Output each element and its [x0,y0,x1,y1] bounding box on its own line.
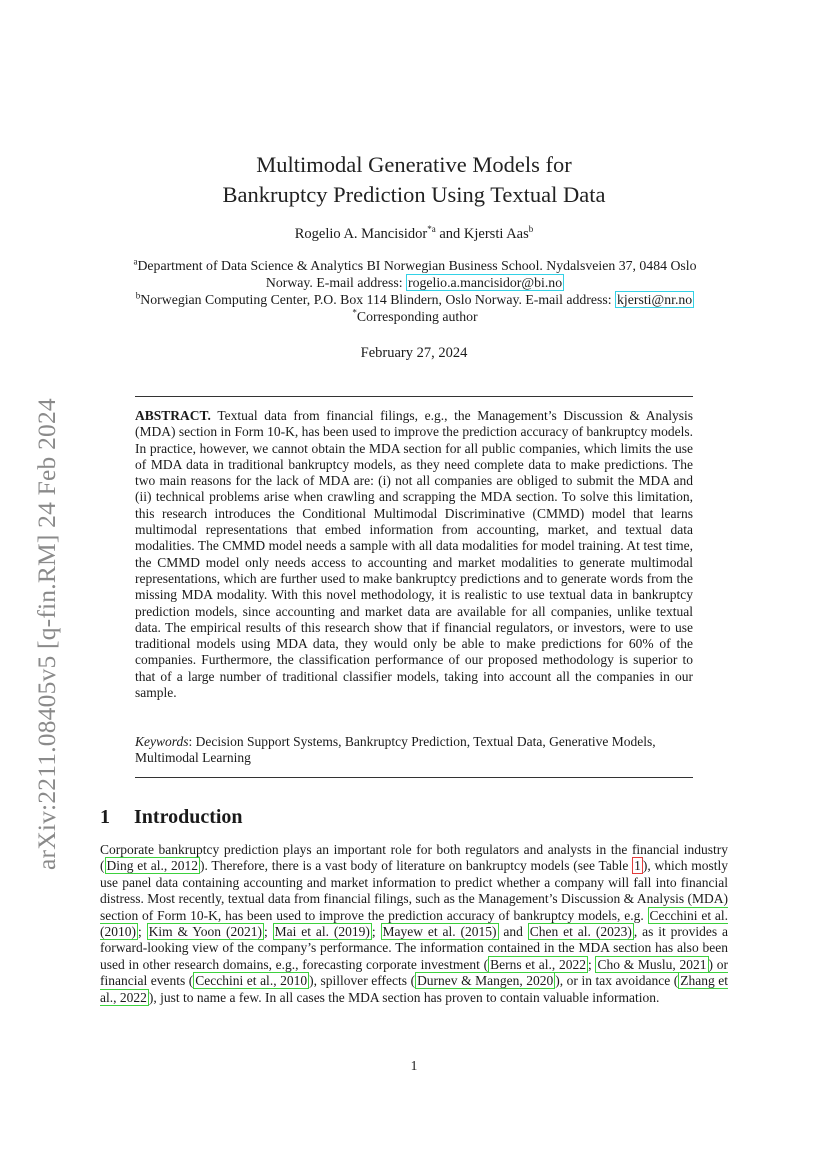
citation-text: Zhang et al., [100,973,729,1005]
citation-year: (2010) [100,924,136,940]
citation-text: Mai et al. [274,924,329,940]
citation-year: (2021) [225,924,262,940]
title-line-2: Bankruptcy Prediction Using Textual Data [222,182,606,207]
citation-link[interactable] [528,923,634,940]
top-divider [135,396,693,397]
body-text: ; [371,924,381,940]
citation-year: 2012 [171,858,199,874]
citation-text: Kim & Yoon [148,924,222,940]
citation-year: (2019) [333,924,370,940]
citation-link[interactable] [415,972,555,989]
body-text: , as it provides a forward-looking view of the company’s performance. The information contained in the MDA section has also been used in other research domains, e.g., forecasting corporate investment ( [100,924,728,972]
affiliation-text: Department of Data Science & Analytics BI Norwegian Business School. Nydalsveien 37, 0484 Oslo [137,258,697,273]
body-text: Corporate bankruptcy prediction plays an important role for both regulators and analysts in the financial industry ( [100,842,728,874]
citation-year: 2020 [526,973,554,989]
section-title: Introduction [134,806,243,828]
citation-text: Chen et al. [529,924,591,940]
citation-year: 2010 [280,973,308,989]
page-number: 1 [410,1058,418,1073]
corresponding-text: Corresponding author [356,309,478,324]
citation-year: (2023) [595,924,632,940]
abstract-text: Textual data from financial filings, e.g., the Management’s Discussion & Analysis (MDA) section in Form 10-K, has been used to improve the prediction accuracy of bankruptcy models. In practice, however, we cannot obtain the MDA section for all public companies, which limits the use of MDA data in traditional bankruptcy models, as they need complete data to make predictions. The two main reasons for the lack of MDA are: (i) not all companies are obliged to submit the MDA and (ii) technical problems arise when crawling and scrapping the MDA section. To solve this limitation, this research introduces the Conditional Multimodal Discriminative (CMMD) model that learns multimodal representations that embed information from accounting, market, and textual data modalities. The CMMD model needs a sample with all data modalities for model training. At test time, the CMMD model only needs access to accounting and market modalities to generate multimodal representations, which are further used to make bankruptcy predictions and to generate words from the missing MDA modality. With this novel methodology, it is realistic to use textual data in bankruptcy prediction models, since accounting and market data are available for all companies, unlike textual data. The empirical results of this research show that if financial regulators, or investors, were to use traditional models using MDA data, they would only be able to make predictions for 60% of the companies. Furthermore, the classification performance of our proposed methodology is superior to that of a large number of traditional classifier models, taking into account all the companies in our sample. [135,408,693,701]
affiliation-a [105,257,725,274]
author-mark: *a [427,224,436,235]
affiliations [105,257,725,325]
email-link[interactable]: rogelio.a.mancisidor@bi.no [408,275,563,290]
body-text: ; [263,924,273,940]
body-text: ). Therefore, there is a vast body of literature on bankruptcy models (see Table [200,858,633,874]
body-text: ), just to name a few. In all cases the MDA section has proven to contain valuable information. [148,989,660,1005]
citation-text: Cho & Muslu, [597,956,676,972]
citation-text: Durnev & Mangen, [417,973,523,989]
body-text: ) or financial events ( [100,956,729,989]
citation-year: (2015) [460,924,497,940]
citation-link[interactable] [147,923,264,940]
body-text: ), or in tax avoidance ( [555,973,679,989]
body-text: and [498,924,528,940]
author-list [0,226,828,243]
citation-link[interactable] [488,956,588,973]
citation-text: Cecchini et al. [649,907,729,923]
section-heading [100,806,243,829]
affiliation-mark: a [133,256,138,267]
body-text: ), spillover effects ( [309,973,416,989]
citation-link[interactable] [595,956,708,973]
paper-title [0,150,828,210]
citation-text: Ding et al., [106,858,168,874]
table-ref-link[interactable]: 1 [634,858,641,874]
keywords-label: Keywords [135,734,189,749]
section-number: 1 [100,806,110,828]
citation-year: 2022 [559,956,586,972]
citation-link[interactable] [193,972,309,989]
affiliation-mark: b [135,290,141,301]
author-name: Kjersti Aas [463,226,529,242]
author-conjunction: and [439,226,461,242]
citation-year: 2021 [679,956,707,972]
abstract [135,408,693,701]
citation-year: 2022 [119,989,147,1005]
affiliation-text: Norway. E-mail address: [265,275,406,290]
title-line-1: Multimodal Generative Models for [256,152,572,177]
introduction-paragraph [100,842,728,1006]
arxiv-identifier-stamp: arXiv:2211.08405v5 [q-fin.RM] 24 Feb 2024 [32,398,61,870]
keywords-text: : Decision Support Systems, Bankruptcy Prediction, Textual Data, Generative Models, Multimodal Learning [135,734,656,766]
citation-text: Berns et al., [490,956,556,972]
body-text: ; [588,956,596,972]
author-mark: b [528,224,534,235]
affiliation-a-cont [105,274,725,291]
body-text: ; [138,924,147,940]
abstract-label: ABSTRACT. [135,408,211,423]
affiliation-text: Norwegian Computing Center, P.O. Box 114 Blindern, Oslo Norway. E-mail address: [140,292,616,307]
email-link[interactable]: kjersti@nr.no [617,292,693,307]
author-name: Rogelio A. Mancisidor [294,226,428,242]
citation-text: Cecchini et al., [195,973,277,989]
keywords [135,734,693,767]
affiliation-b [105,291,725,308]
corresponding-author-note [105,308,725,325]
publication-date: February 27, 2024 [360,345,468,361]
citation-link[interactable] [273,923,372,940]
bottom-divider [135,777,693,778]
corresponding-mark: * [352,307,357,318]
body-text: ), which mostly use panel data containing accounting and market information to predict whether a company will fall into financial distress. Most recently, textual data from financial filings, such as the Management’s Discussion & Analysis (MDA) section of Form 10-K, has been used to improve the prediction accuracy of bankruptcy models, e.g. [100,858,729,923]
citation-link[interactable] [381,923,499,940]
citation-text: Mayew et al. [382,924,456,940]
citation-link[interactable] [105,857,201,874]
